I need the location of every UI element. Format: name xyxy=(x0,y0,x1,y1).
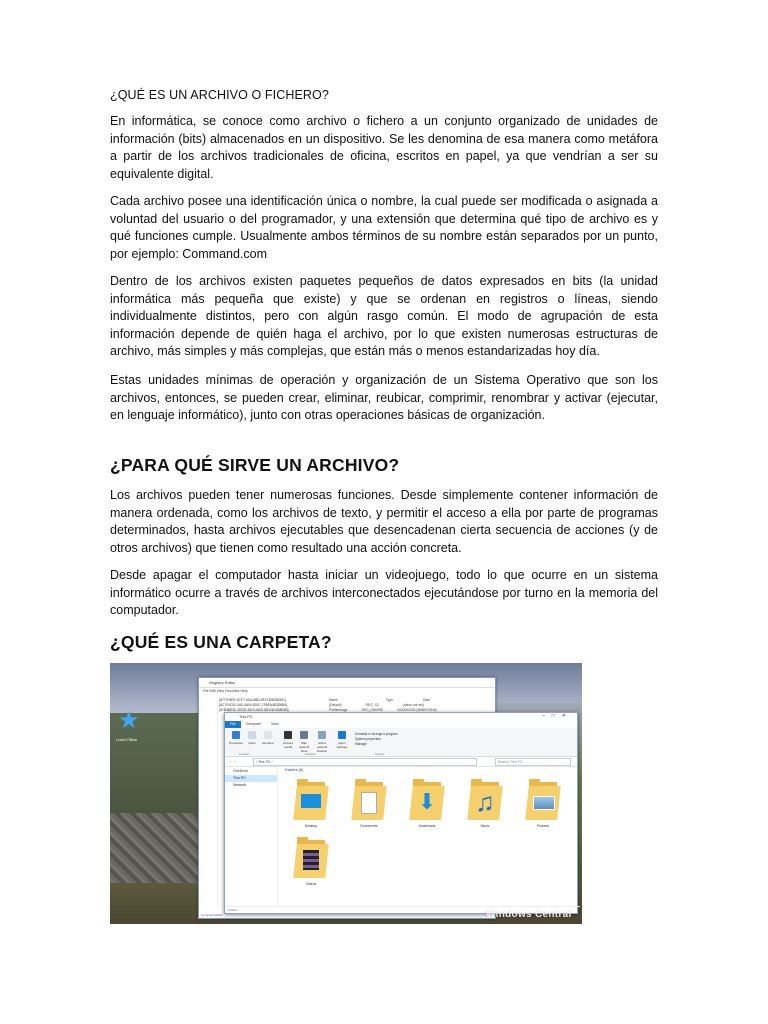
paragraph-definition: En informática, se conoce como archivo o fichero a un conjunto organizado de unidades de información (bits) almacenados en un dispositivo. Se les denomina de esa manera como metáfora a partir de los archivos tradicionales de oficina, escritos en papel, ya que vendrían a ser su equivalente digital. xyxy=(110,114,658,181)
folders-group-label[interactable]: Folders (6) xyxy=(285,768,304,772)
media-icon xyxy=(284,731,292,739)
value-cell[interactable]: ProfileImage xyxy=(329,708,348,712)
tab-computer[interactable]: Computer xyxy=(245,722,262,726)
registry-key-row[interactable]: {67B3BE3C-2EDD-45C0-BE5-26D24D308E8B} xyxy=(219,708,289,712)
folder-label: Pictures xyxy=(536,824,550,828)
group-system: System xyxy=(375,752,385,756)
heading-que-es-archivo: ¿QUÉ ES UN ARCHIVO O FICHERO? xyxy=(110,88,329,102)
registry-key-row[interactable]: {6777F8FE-0CF7-4DA-8BD-9E0742B2B0BC} xyxy=(219,698,286,702)
close-icon[interactable]: ✕ xyxy=(561,713,573,719)
maximize-icon[interactable]: □ xyxy=(551,713,562,719)
heading-que-es-carpeta: ¿QUÉ ES UNA CARPETA? xyxy=(110,632,332,652)
ribbon xyxy=(225,728,577,757)
heading-para-que-sirve: ¿PARA QUÉ SIRVE UN ARCHIVO? xyxy=(110,455,400,475)
nav-item-network[interactable]: Network xyxy=(233,783,247,787)
open-button[interactable]: Open xyxy=(245,731,259,745)
properties-button[interactable]: Properties xyxy=(229,731,243,745)
status-bar: 9 items xyxy=(225,906,580,913)
value-cell: (value not set) xyxy=(402,703,424,707)
value-cell[interactable]: (Default) xyxy=(329,703,342,707)
folder-label: Documents xyxy=(360,824,378,828)
open-icon xyxy=(248,731,256,739)
file-explorer-screenshot xyxy=(110,663,582,924)
network-drive-icon xyxy=(300,731,308,739)
value-cell: REG_DWORD xyxy=(361,708,384,712)
nav-item-onedrive[interactable]: OneDrive xyxy=(233,769,249,773)
search-input[interactable]: Search This PC xyxy=(495,758,571,766)
paragraph-functions: Los archivos pueden tener numerosas funciones. Desde simplemente contener información de manera ordenada, como los archivos de texto, y permitir el acceso a ella por parte de programas determinados, hasta archivos ejecutables que desencadenan cierta secuencia de acciones (y de otros archivos) que tienen como resultado una acción concreta. xyxy=(110,488,658,555)
add-network-location-button[interactable]: Add a network location xyxy=(315,731,329,753)
folder-downloads[interactable] xyxy=(407,776,447,834)
manage-link[interactable]: Manage xyxy=(355,742,367,746)
address-bar[interactable]: › This PC › xyxy=(253,758,477,766)
registry-menu[interactable]: File Edit View Favorites Help xyxy=(203,689,248,693)
settings-icon xyxy=(338,731,346,739)
group-network: Network xyxy=(305,752,316,756)
access-media-button[interactable]: Access media xyxy=(281,731,295,749)
folder-documents[interactable] xyxy=(349,776,389,834)
folder-music[interactable] xyxy=(465,776,505,834)
network-location-icon xyxy=(318,731,326,739)
value-cell: REG_SZ xyxy=(365,703,379,707)
desktop-icon-label: Lucid Office xyxy=(116,737,138,742)
ribbon-tabs xyxy=(225,721,577,728)
folder-pictures[interactable] xyxy=(523,776,563,834)
folder-label: Downloads xyxy=(418,824,436,828)
folder-view xyxy=(281,766,577,907)
window-controls[interactable] xyxy=(542,713,573,719)
uninstall-link[interactable]: Uninstall or change a program xyxy=(355,732,398,736)
rename-button[interactable]: Rename xyxy=(261,731,275,745)
folder-desktop[interactable] xyxy=(291,776,331,834)
paragraph-examples: Desde apagar el computador hasta iniciar un videojuego, todo lo que ocurre en un sistema informático ocurre a través de archivos interconectados ejecutándose por turno en la memoria del computador. xyxy=(110,568,658,618)
registry-title: Registry Editor xyxy=(199,678,495,688)
rename-icon xyxy=(264,731,272,739)
folder-videos[interactable] xyxy=(291,834,331,892)
this-pc-window[interactable] xyxy=(224,712,578,914)
map-network-drive-button[interactable]: Map network drive xyxy=(297,731,311,753)
tab-file[interactable]: File xyxy=(225,721,241,728)
registry-key-row[interactable]: {6C7F4C02-0A0-4A00-80D7-7F8EA4B3D6B0} xyxy=(219,703,288,707)
paragraph-operations: Estas unidades mínimas de operación y organización de un Sistema Operativo que son los archivos, entonces, se pueden crear, eliminar, reubicar, comprimir, renombrar y activar (ejecutar, en lenguaje informático), junto con otras operaciones básicas de organización. xyxy=(110,373,658,423)
folder-label: Videos xyxy=(305,882,317,886)
music-note-icon: ♫ xyxy=(475,787,495,817)
paragraph-identification: Cada archivo posee una identificación única o nombre, la cual puede ser modificada o asignada a voluntad del usuario o del programador, y una extensión que determina qué tipo de archivo es y qué funciones cumple. Usualmente ambos términos de su nombre están separados por un punto, por ejemplo: Command.com xyxy=(110,194,658,261)
folder-label: Desktop xyxy=(304,824,318,828)
registry-status: Computer\HKEY xyxy=(201,913,224,917)
pictures-emblem-icon xyxy=(533,796,555,810)
group-location: Location xyxy=(239,752,250,756)
tab-view[interactable]: View xyxy=(271,722,279,726)
registry-keys xyxy=(219,698,319,713)
open-settings-button[interactable]: Open Settings xyxy=(335,731,349,749)
system-list xyxy=(355,732,398,747)
back-arrow-icon[interactable]: ← → xyxy=(229,759,237,763)
downloads-arrow-icon: ⬇ xyxy=(417,789,437,814)
nav-item-this-pc[interactable]: This PC xyxy=(225,775,277,782)
column-header[interactable]: Type xyxy=(385,698,393,702)
registry-values xyxy=(329,698,489,713)
registry-tree[interactable] xyxy=(199,702,218,906)
column-header[interactable]: Name xyxy=(329,698,338,702)
column-header[interactable]: Data xyxy=(422,698,430,702)
star-icon[interactable]: ★ xyxy=(118,707,140,734)
system-properties-link[interactable]: System properties xyxy=(355,737,381,741)
minimize-icon[interactable]: – xyxy=(541,713,552,719)
folder-label: Music xyxy=(480,824,490,828)
navigation-pane xyxy=(225,766,278,907)
desktop-emblem-icon xyxy=(301,794,321,808)
checkmark-icon xyxy=(232,731,240,739)
watermark: Windows Central xyxy=(486,909,572,920)
documents-emblem-icon xyxy=(361,792,377,814)
paragraph-data-packages: Dentro de los archivos existen paquetes pequeños de datos expresados en bits (la unidad informática más pequeña que existe) y que se ordenan en registros o líneas, siendo individualmente distintos, pero con algún rasgo común. El modo de agrupación de esta información depende de quién haga el archivo, por lo que existen numerosas estructuras de archivo, más simples y más complejas, que están más o menos estandarizadas hoy día. xyxy=(110,274,658,359)
videos-filmstrip-icon xyxy=(303,850,319,870)
window-title: This PC xyxy=(239,715,253,719)
value-cell: 0x00000000 (3688701946) xyxy=(397,708,437,712)
